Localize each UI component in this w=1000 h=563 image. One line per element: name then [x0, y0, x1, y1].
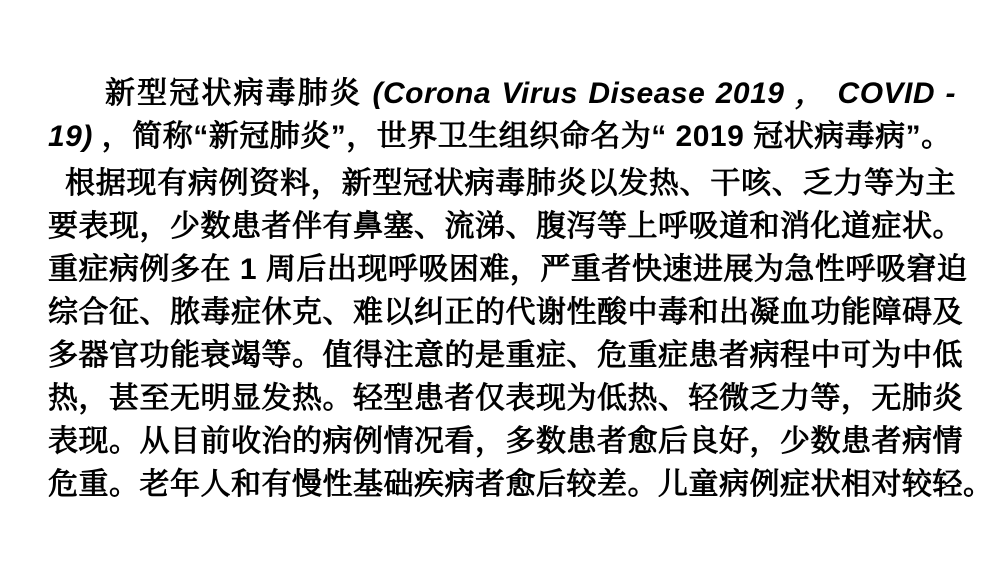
- text-line-6: 综合征、脓毒症休克、难以纠正的代谢性酸中毒和出凝血功能障碍及: [48, 296, 963, 329]
- definition-cjk-text: 新型冠状病毒肺炎: [105, 77, 373, 110]
- text-line-1: [48, 72, 956, 115]
- text-line-9: 表现。从目前收治的病例情况看，多数患者愈后良好，少数患者病情: [48, 425, 963, 458]
- text-line-4: 要表现，少数患者伴有鼻塞、流涕、腹泻等上呼吸道和消化道症状。: [48, 210, 963, 243]
- definition-cjk-continued: ，简称“新冠肺炎”，世界卫生组织命名为“ 2019 冠状病毒病”。: [101, 120, 952, 153]
- paragraph-clinical: [48, 162, 994, 506]
- text-line-7: 多器官功能衰竭等。值得注意的是重症、危重症患者病程中可为中低: [48, 339, 963, 372]
- definition-latin-text: (Corona Virus Disease 2019 ， COVID -: [372, 77, 957, 110]
- text-line-3: 根据现有病例资料，新型冠状病毒肺炎以发热、干咳、乏力等为主: [65, 167, 956, 200]
- text-line-5: 重症病例多在 1 周后出现呼吸困难，严重者快速进展为急性呼吸窘迫: [48, 253, 968, 286]
- text-line-10: 危重。老年人和有慢性基础疾病者愈后较差。儿童病例症状相对较轻。: [48, 468, 994, 501]
- paragraph-definition: [48, 72, 956, 158]
- text-line-8: 热，甚至无明显发热。轻型患者仅表现为低热、轻微乏力等，无肺炎: [48, 382, 963, 415]
- text-line-2: [48, 115, 956, 158]
- definition-latin-continued: 19): [48, 120, 102, 153]
- text-block: [48, 72, 994, 506]
